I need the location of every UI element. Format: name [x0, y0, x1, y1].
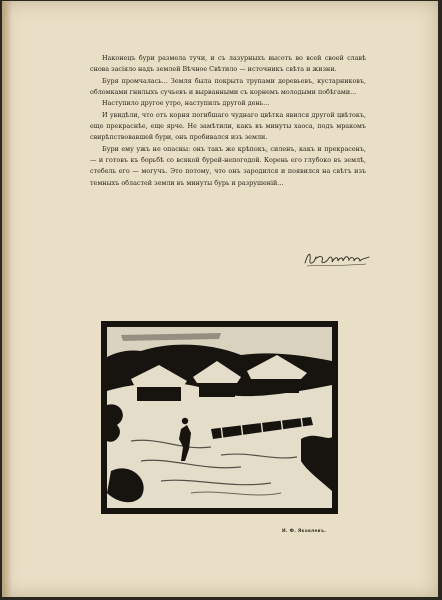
page-edge-shadow [2, 1, 12, 597]
story-text [90, 53, 366, 189]
woodcut-illustration [101, 321, 338, 514]
paragraph: Буря промчалась... Земля была покрыта трупами деревьевъ, кустарниковъ, обломками гнилыхъ сучьевъ и вырванными съ корнемъ молодыми побѣгами... [90, 76, 366, 97]
signature-scrawl [302, 247, 372, 269]
paragraph: И увидѣли, что отъ корня погибшаго чуднаго цвѣтка явился другой цвѣтокъ, еще прекраснѣе, еще ярче. Не замѣтили, какъ въ минуты хаоса, подъ мракомъ свирѣпствовавшей бури, онъ пробивался изъ земли. [90, 110, 366, 142]
paragraph: Наступило другое утро, наступилъ другой день... [102, 99, 270, 108]
page [2, 1, 438, 597]
paragraph: Бури ему ужъ не опасны: онъ такъ же крѣпокъ, силенъ, какъ и прекрасенъ, — и готовъ къ борьбѣ со всякой бурей-непогодой. Корень его глубоко въ землѣ, стебель его — могучъ. Это потому, что онъ зародился и появился на свѣтъ изъ темныхъ областей земли въ минуты бурь и разрушеній... [90, 144, 366, 187]
illustration-caption: И. Ф. Яковлевъ. [282, 529, 327, 534]
author-signature [302, 247, 372, 269]
paragraph: Наконецъ бури размела тучи, и съ лазурныхъ высотъ во всей своей славѣ снова засіяло надъ землей Вѣчное Свѣтило — источникъ свѣта и жизни. [90, 54, 366, 74]
